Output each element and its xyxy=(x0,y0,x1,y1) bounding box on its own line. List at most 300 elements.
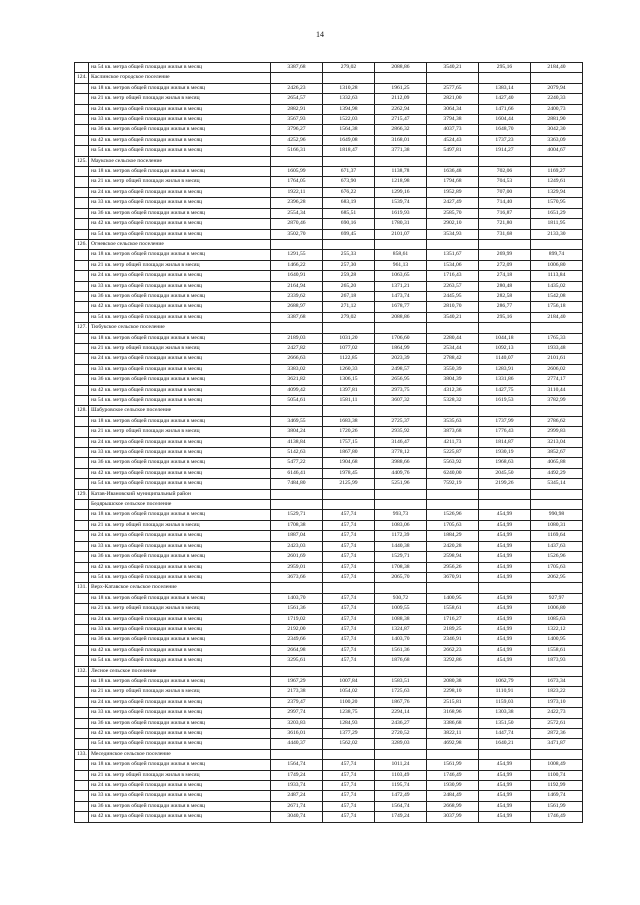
row-index-cell xyxy=(75,63,89,73)
value-cell: 685,51 xyxy=(323,208,375,218)
value-cell: 1006,80 xyxy=(531,260,583,270)
value-cell: 2725,37 xyxy=(375,416,427,426)
value-cell: 3670,91 xyxy=(427,572,479,582)
value-cell: 1172,39 xyxy=(375,531,427,541)
value-cell: 2045,50 xyxy=(479,468,531,478)
value-cell: 1887,04 xyxy=(271,531,323,541)
section-index: 128. xyxy=(75,406,89,416)
value-cell: 1427,40 xyxy=(479,94,531,104)
value-cell: 2427,49 xyxy=(427,198,479,208)
value-cell: 3146,47 xyxy=(375,437,427,447)
table-row xyxy=(75,593,583,603)
value-cell: 1083,06 xyxy=(375,520,427,530)
table-row xyxy=(75,364,583,374)
value-cell: 265,20 xyxy=(323,281,375,291)
value-cell: 1648,70 xyxy=(479,125,531,135)
value-cell: 5477,22 xyxy=(271,458,323,468)
value-cell: 2263,57 xyxy=(427,281,479,291)
value-cell: 3822,11 xyxy=(427,729,479,739)
section-name: Верх-Катавское сельское поселение xyxy=(89,583,271,593)
section-row xyxy=(75,73,583,83)
value-cell: 274,18 xyxy=(479,271,531,281)
value-cell: 1534,06 xyxy=(427,260,479,270)
value-cell: 1640,91 xyxy=(271,271,323,281)
value-cell: 2973,75 xyxy=(375,385,427,395)
section-row xyxy=(75,156,583,166)
value-cell: 673,90 xyxy=(323,177,375,187)
row-index-cell xyxy=(75,198,89,208)
value-cell: 1100,20 xyxy=(323,697,375,707)
value-cell: 1085,63 xyxy=(531,614,583,624)
section-row xyxy=(75,323,583,333)
value-cell: 1400,95 xyxy=(531,635,583,645)
row-index-cell xyxy=(75,552,89,562)
row-index-cell xyxy=(75,729,89,739)
value-cell: 3540,21 xyxy=(427,63,479,73)
value-cell: 454,99 xyxy=(479,624,531,634)
row-index-cell xyxy=(75,770,89,780)
value-cell: 1088,38 xyxy=(375,614,427,624)
value-cell: 2346,91 xyxy=(427,635,479,645)
value-cell: 1031,20 xyxy=(323,333,375,343)
value-cell: 1011,24 xyxy=(375,760,427,770)
value-cell: 2534,44 xyxy=(427,343,479,353)
value-cell: 1529,71 xyxy=(271,510,323,520)
value-cell: 690,16 xyxy=(323,219,375,229)
value-cell: 1823,22 xyxy=(531,687,583,697)
value-cell: 2298,10 xyxy=(427,687,479,697)
value-cell: 1397,81 xyxy=(323,385,375,395)
value-cell: 1640,21 xyxy=(479,739,531,749)
row-label: на 24 кв. метра общей площади жилья в месяц xyxy=(89,354,271,364)
row-index-cell xyxy=(75,364,89,374)
empty-cell xyxy=(479,156,531,166)
value-cell: 1522,03 xyxy=(323,115,375,125)
row-index-cell xyxy=(75,94,89,104)
empty-cell xyxy=(531,239,583,249)
row-label: на 54 кв. метра общей площади жилья в месяц xyxy=(89,146,271,156)
value-cell: 2715,47 xyxy=(375,115,427,125)
section-row xyxy=(75,406,583,416)
value-cell: 3295,61 xyxy=(271,656,323,666)
row-label: на 42 кв. метра общей площади жилья в месяц xyxy=(89,468,271,478)
table-row xyxy=(75,520,583,530)
value-cell: 2515,81 xyxy=(427,697,479,707)
empty-cell xyxy=(531,489,583,499)
value-cell: 1331,86 xyxy=(479,375,531,385)
table-row xyxy=(75,624,583,634)
table-row xyxy=(75,510,583,520)
row-index-cell xyxy=(75,396,89,406)
value-cell: 5166,31 xyxy=(271,146,323,156)
row-index-cell xyxy=(75,219,89,229)
table-row xyxy=(75,604,583,614)
empty-cell xyxy=(323,239,375,249)
value-cell: 2184,40 xyxy=(531,312,583,322)
row-label: на 18 кв. метров общей площади жилья в месяц xyxy=(89,83,271,93)
value-cell: 1561,99 xyxy=(531,801,583,811)
row-label: на 21 кв. метр общей площади жилья в месяц xyxy=(89,177,271,187)
table-row xyxy=(75,260,583,270)
value-cell: 1110,91 xyxy=(479,687,531,697)
value-cell: 3771,38 xyxy=(375,146,427,156)
table-row xyxy=(75,167,583,177)
row-label: на 21 кв. метр общей площади жилья в месяц xyxy=(89,770,271,780)
table-row xyxy=(75,468,583,478)
value-cell: 1526,96 xyxy=(427,510,479,520)
value-cell: 5142,63 xyxy=(271,448,323,458)
row-label: на 33 кв. метра общей площади жилья в месяц xyxy=(89,541,271,551)
value-cell: 3782,99 xyxy=(531,396,583,406)
value-cell: 1159,03 xyxy=(479,697,531,707)
value-cell: 1737,23 xyxy=(479,135,531,145)
value-cell: 454,99 xyxy=(479,791,531,801)
table-row xyxy=(75,708,583,718)
empty-cell xyxy=(479,500,531,510)
row-index-cell xyxy=(75,468,89,478)
value-cell: 1218,98 xyxy=(375,177,427,187)
table-row xyxy=(75,781,583,791)
section-name: Огневское сельское поселение xyxy=(89,239,271,249)
row-index-cell xyxy=(75,448,89,458)
value-cell: 2656,95 xyxy=(375,375,427,385)
empty-cell xyxy=(427,500,479,510)
value-cell: 2788,42 xyxy=(427,354,479,364)
value-cell: 2101,61 xyxy=(531,354,583,364)
value-cell: 457,74 xyxy=(323,520,375,530)
row-index-cell xyxy=(75,343,89,353)
value-cell: 731,68 xyxy=(479,229,531,239)
value-cell: 2598,94 xyxy=(427,552,479,562)
table-row xyxy=(75,281,583,291)
value-cell: 259,28 xyxy=(323,271,375,281)
value-cell: 2079,94 xyxy=(531,83,583,93)
table-row xyxy=(75,791,583,801)
table-row xyxy=(75,718,583,728)
table-row xyxy=(75,552,583,562)
row-index-cell xyxy=(75,812,89,822)
value-cell: 1394,98 xyxy=(323,104,375,114)
row-index-cell xyxy=(75,541,89,551)
value-cell: 2999,83 xyxy=(531,427,583,437)
value-cell: 1103,49 xyxy=(375,770,427,780)
value-cell: 1765,33 xyxy=(531,333,583,343)
empty-cell xyxy=(427,749,479,759)
row-label: на 42 кв. метра общей площади жилья в месяц xyxy=(89,135,271,145)
value-cell: 5054,61 xyxy=(271,396,323,406)
value-cell: 1973,10 xyxy=(531,697,583,707)
empty-cell xyxy=(479,489,531,499)
value-cell: 3213,04 xyxy=(531,437,583,447)
value-cell: 1472,49 xyxy=(375,791,427,801)
value-cell: 454,99 xyxy=(479,552,531,562)
table-row xyxy=(75,739,583,749)
row-index-cell xyxy=(75,291,89,301)
value-cell: 454,99 xyxy=(479,812,531,822)
value-cell: 2487,24 xyxy=(271,791,323,801)
value-cell: 1604,44 xyxy=(479,115,531,125)
value-cell: 457,74 xyxy=(323,572,375,582)
value-cell: 1678,77 xyxy=(375,302,427,312)
section-row xyxy=(75,749,583,759)
value-cell: 1077,02 xyxy=(323,343,375,353)
value-cell: 3292,86 xyxy=(427,656,479,666)
value-cell: 1260,33 xyxy=(323,364,375,374)
value-cell: 454,99 xyxy=(479,510,531,520)
value-cell: 1284,93 xyxy=(323,718,375,728)
value-cell: 4004,67 xyxy=(531,146,583,156)
row-index-cell xyxy=(75,83,89,93)
table-row xyxy=(75,562,583,572)
value-cell: 1716,43 xyxy=(427,271,479,281)
value-cell: 683,19 xyxy=(323,198,375,208)
empty-cell xyxy=(531,583,583,593)
row-label: на 21 кв. метр общей площади жилья в месяц xyxy=(89,427,271,437)
value-cell: 2349,66 xyxy=(271,635,323,645)
row-label: на 21 кв. метр общей площади жилья в месяц xyxy=(89,687,271,697)
value-cell: 1080,31 xyxy=(531,520,583,530)
row-index-cell xyxy=(75,510,89,520)
value-cell: 1867,80 xyxy=(323,448,375,458)
value-cell: 2959,01 xyxy=(271,562,323,572)
value-cell: 3386,68 xyxy=(427,718,479,728)
row-label: на 18 кв. метров общей площади жилья в месяц xyxy=(89,250,271,260)
section-index: 131. xyxy=(75,583,89,593)
table-row xyxy=(75,396,583,406)
value-cell: 1427,75 xyxy=(479,385,531,395)
value-cell: 454,99 xyxy=(479,760,531,770)
value-cell: 2720,52 xyxy=(375,729,427,739)
table-row xyxy=(75,291,583,301)
value-cell: 454,99 xyxy=(479,572,531,582)
value-cell: 1930,99 xyxy=(427,781,479,791)
value-cell: 271,12 xyxy=(323,302,375,312)
row-index-cell xyxy=(75,781,89,791)
value-cell: 1719,02 xyxy=(271,614,323,624)
value-cell: 858,61 xyxy=(375,250,427,260)
value-cell: 1952,89 xyxy=(427,187,479,197)
value-cell: 1310,28 xyxy=(323,83,375,93)
value-cell: 1238,75 xyxy=(323,708,375,718)
empty-cell xyxy=(427,666,479,676)
section-row xyxy=(75,666,583,676)
value-cell: 2870,46 xyxy=(271,219,323,229)
row-index-cell xyxy=(75,250,89,260)
row-label: на 36 кв. метров общей площади жилья в месяц xyxy=(89,552,271,562)
value-cell: 3567,93 xyxy=(271,115,323,125)
value-cell: 279,02 xyxy=(323,63,375,73)
value-cell: 295,16 xyxy=(479,63,531,73)
value-cell: 1864,99 xyxy=(375,343,427,353)
row-index-cell xyxy=(75,260,89,270)
value-cell: 2189,25 xyxy=(427,624,479,634)
empty-cell xyxy=(271,73,323,83)
table-row xyxy=(75,83,583,93)
row-index-cell xyxy=(75,312,89,322)
value-cell: 707,00 xyxy=(479,187,531,197)
section-row xyxy=(75,500,583,510)
empty-cell xyxy=(427,73,479,83)
table-row xyxy=(75,229,583,239)
value-cell: 1558,61 xyxy=(531,645,583,655)
table-row xyxy=(75,687,583,697)
value-cell: 454,99 xyxy=(479,801,531,811)
value-cell: 2240,33 xyxy=(531,94,583,104)
value-cell: 1403,70 xyxy=(375,635,427,645)
section-row xyxy=(75,583,583,593)
row-index-cell xyxy=(75,801,89,811)
table-row xyxy=(75,208,583,218)
value-cell: 457,74 xyxy=(323,614,375,624)
value-cell: 280,48 xyxy=(479,281,531,291)
value-cell: 457,74 xyxy=(323,770,375,780)
empty-cell xyxy=(427,583,479,593)
value-cell: 1332,63 xyxy=(323,94,375,104)
empty-cell xyxy=(271,156,323,166)
value-cell: 5497,81 xyxy=(427,146,479,156)
row-label: на 54 кв. метра общей площади жилья в месяц xyxy=(89,572,271,582)
empty-cell xyxy=(479,323,531,333)
value-cell: 1564,38 xyxy=(323,125,375,135)
table-row xyxy=(75,115,583,125)
value-cell: 3383,02 xyxy=(271,364,323,374)
value-cell: 3534,93 xyxy=(427,229,479,239)
empty-cell xyxy=(427,406,479,416)
value-cell: 1636,48 xyxy=(427,167,479,177)
value-cell: 457,74 xyxy=(323,812,375,822)
row-index-cell xyxy=(75,115,89,125)
row-label: на 33 кв. метра общей площади жилья в месяц xyxy=(89,281,271,291)
value-cell: 704,53 xyxy=(479,177,531,187)
value-cell: 5225,87 xyxy=(427,448,479,458)
value-cell: 2662,23 xyxy=(427,645,479,655)
row-index-cell xyxy=(75,229,89,239)
value-cell: 5345,14 xyxy=(531,479,583,489)
value-cell: 1063,65 xyxy=(375,271,427,281)
row-label: на 54 кв. метра общей площади жилья в месяц xyxy=(89,739,271,749)
value-cell: 1351,67 xyxy=(427,250,479,260)
row-index-cell xyxy=(75,718,89,728)
empty-cell xyxy=(375,156,427,166)
row-label: на 42 кв. метра общей площади жилья в месяц xyxy=(89,219,271,229)
value-cell: 714,40 xyxy=(479,198,531,208)
table-row xyxy=(75,479,583,489)
empty-cell xyxy=(531,749,583,759)
table-row xyxy=(75,770,583,780)
value-cell: 3540,21 xyxy=(427,312,479,322)
row-index-cell xyxy=(75,416,89,426)
value-cell: 2671,74 xyxy=(271,801,323,811)
row-index-cell xyxy=(75,624,89,634)
value-cell: 2668,99 xyxy=(427,801,479,811)
section-index: 127. xyxy=(75,323,89,333)
value-cell: 1062,79 xyxy=(479,676,531,686)
value-cell: 1706,60 xyxy=(375,333,427,343)
value-cell: 3621,82 xyxy=(271,375,323,385)
value-cell: 1884,29 xyxy=(427,531,479,541)
value-cell: 1192,99 xyxy=(531,781,583,791)
value-cell: 2882,91 xyxy=(271,104,323,114)
row-index-cell xyxy=(75,791,89,801)
empty-cell xyxy=(271,583,323,593)
empty-cell xyxy=(375,583,427,593)
row-label: на 54 кв. метра общей площади жилья в месяц xyxy=(89,656,271,666)
value-cell: 2280,44 xyxy=(427,333,479,343)
table-row xyxy=(75,135,583,145)
row-label: на 21 кв. метр общей площади жилья в месяц xyxy=(89,343,271,353)
empty-cell xyxy=(375,323,427,333)
table-row xyxy=(75,458,583,468)
row-label: на 24 кв. метра общей площади жилья в месяц xyxy=(89,271,271,281)
row-index-cell xyxy=(75,104,89,114)
empty-cell xyxy=(427,323,479,333)
value-cell: 2427,82 xyxy=(271,343,323,353)
empty-cell xyxy=(271,749,323,759)
value-cell: 2422,73 xyxy=(531,708,583,718)
value-cell: 2065,70 xyxy=(375,572,427,582)
value-cell: 2664,98 xyxy=(271,645,323,655)
row-label: на 33 кв. метра общей площади жилья в месяц xyxy=(89,624,271,634)
value-cell: 1561,36 xyxy=(375,645,427,655)
table-row xyxy=(75,801,583,811)
value-cell: 3289,03 xyxy=(375,739,427,749)
row-label: на 18 кв. метров общей площади жилья в месяц xyxy=(89,760,271,770)
table-row xyxy=(75,375,583,385)
value-cell: 457,74 xyxy=(323,552,375,562)
value-cell: 1737,99 xyxy=(479,416,531,426)
value-cell: 1322,12 xyxy=(531,624,583,634)
table-row xyxy=(75,437,583,447)
value-cell: 454,99 xyxy=(479,531,531,541)
value-cell: 1967,29 xyxy=(271,676,323,686)
value-cell: 1371,21 xyxy=(375,281,427,291)
section-index: 124. xyxy=(75,73,89,83)
value-cell: 1466,22 xyxy=(271,260,323,270)
value-cell: 1818,47 xyxy=(323,146,375,156)
value-cell: 1542,08 xyxy=(531,291,583,301)
section-index: 132. xyxy=(75,666,89,676)
row-label: на 33 кв. метра общей площади жилья в месяц xyxy=(89,115,271,125)
value-cell: 2133,30 xyxy=(531,229,583,239)
table-row xyxy=(75,531,583,541)
value-cell: 3778,12 xyxy=(375,448,427,458)
row-index-cell xyxy=(75,645,89,655)
value-cell: 721,80 xyxy=(479,219,531,229)
row-index-cell xyxy=(75,375,89,385)
value-cell: 457,74 xyxy=(323,801,375,811)
value-cell: 1169,64 xyxy=(531,531,583,541)
row-label: на 18 кв. метров общей площади жилья в месяц xyxy=(89,333,271,343)
row-label: на 21 кв. метр общей площади жилья в месяц xyxy=(89,604,271,614)
empty-cell xyxy=(427,489,479,499)
value-cell: 1054,02 xyxy=(323,687,375,697)
value-cell: 4440,37 xyxy=(271,739,323,749)
table-row xyxy=(75,614,583,624)
row-label: на 36 кв. метров общей площади жилья в месяц xyxy=(89,718,271,728)
value-cell: 1705,63 xyxy=(427,520,479,530)
value-cell: 454,99 xyxy=(479,781,531,791)
value-cell: 3804,24 xyxy=(271,427,323,437)
value-cell: 1044,18 xyxy=(479,333,531,343)
empty-cell xyxy=(531,73,583,83)
section-name: Каслинское городское поселение xyxy=(89,73,271,83)
row-index-cell xyxy=(75,656,89,666)
value-cell: 1780,31 xyxy=(375,219,427,229)
value-cell: 993,73 xyxy=(375,510,427,520)
value-cell: 1961,25 xyxy=(375,83,427,93)
row-index-cell xyxy=(75,635,89,645)
value-cell: 4409,76 xyxy=(375,468,427,478)
